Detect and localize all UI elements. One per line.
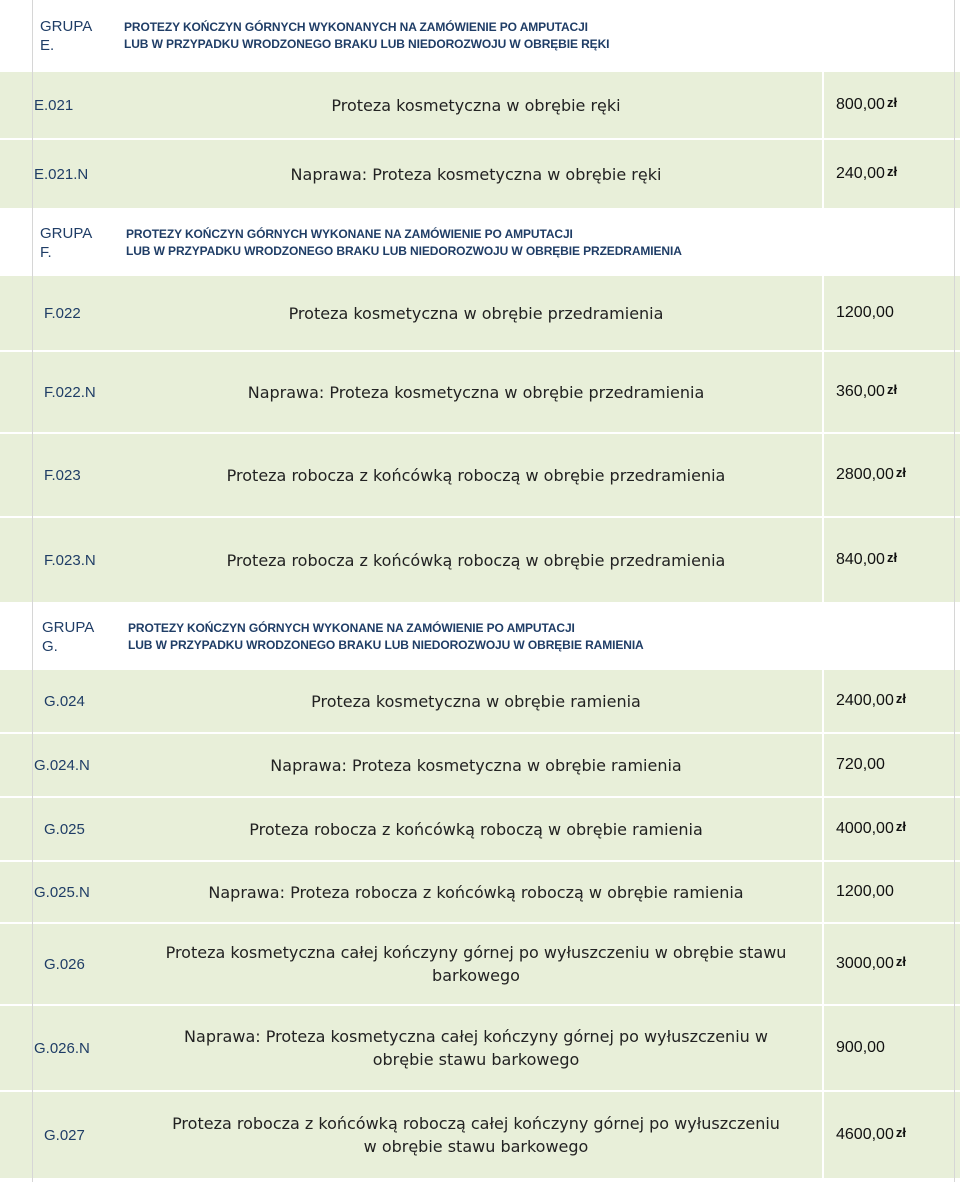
- item-code: G.026.N: [34, 1039, 90, 1057]
- item-description: Proteza kosmetyczna w obrębie ramienia: [311, 691, 641, 711]
- table-row: [0, 924, 960, 1004]
- group-title-line2: LUB W PRZYPADKU WRODZONEGO BRAKU LUB NIEDOROZWOJU W OBRĘBIE PRZEDRAMIENIA: [126, 244, 682, 258]
- item-description: Naprawa: Proteza kosmetyczna w obrębie ręki: [290, 164, 662, 184]
- item-code: G.024: [44, 692, 85, 710]
- group-code-label: GRUPA: [42, 619, 95, 636]
- price-unit: zł: [886, 549, 898, 565]
- group-title: [126, 210, 826, 276]
- group-title-line2: LUB W PRZYPADKU WRODZONEGO BRAKU LUB NIEDOROZWOJU W OBRĘBIE RAMIENIA: [128, 638, 644, 652]
- price-value: 1200,00: [836, 883, 894, 900]
- item-price: [824, 734, 954, 796]
- table-row: [0, 734, 960, 796]
- price-value: 2800,00: [836, 466, 894, 483]
- group-title-line1: PROTEZY KOŃCZYN GÓRNYCH WYKONANE NA ZAMÓWIENIE PO AMPUTACJI: [128, 621, 575, 635]
- price-unit: zł: [895, 690, 906, 706]
- price-value: 360,00: [836, 383, 885, 400]
- item-code: G.026: [44, 955, 85, 973]
- item-description: Proteza robocza z końcówką roboczą w obrębie przedramienia: [226, 550, 726, 570]
- item-code: G.024.N: [34, 756, 90, 774]
- price-value: 1200,00: [836, 304, 894, 321]
- item-description: Naprawa: Proteza kosmetyczna całej kończyny górnej po wyłuszczeniu w obrębie stawu barkowego: [184, 1027, 768, 1069]
- item-price: [824, 1006, 954, 1090]
- group-code-label: GRUPA: [40, 18, 93, 35]
- group-code-letter: G.: [42, 638, 58, 655]
- price-value: 4000,00: [836, 820, 894, 837]
- table-row: [0, 670, 960, 732]
- item-price: [824, 434, 954, 516]
- item-price: [824, 276, 954, 350]
- table-row: [0, 434, 960, 516]
- column-divider: [822, 0, 824, 1182]
- price-unit: zł: [886, 94, 898, 110]
- item-description: Naprawa: Proteza kosmetyczna w obrębie ramienia: [270, 755, 682, 775]
- item-description: Proteza kosmetyczna całej kończyny górnej po wyłuszczeniu w obrębie stawu barkowego: [165, 943, 787, 985]
- item-code: G.027: [44, 1126, 85, 1144]
- price-value: 800,00: [836, 96, 885, 113]
- item-code: F.022.N: [44, 383, 96, 401]
- price-value: 900,00: [836, 1039, 885, 1056]
- price-unit: zł: [895, 953, 906, 969]
- price-unit: zł: [895, 818, 906, 834]
- right-border: [954, 0, 955, 1182]
- group-code-letter: E.: [40, 37, 55, 54]
- item-code: E.021.N: [34, 165, 89, 183]
- item-code: E.021: [34, 96, 74, 114]
- item-price: [824, 140, 954, 208]
- price-value: 240,00: [836, 165, 885, 182]
- price-value: 4600,00: [836, 1126, 894, 1143]
- item-code: F.023.N: [44, 551, 96, 569]
- table-row: [0, 352, 960, 432]
- group-code-label: GRUPA: [40, 225, 93, 242]
- item-price: [824, 862, 954, 922]
- price-value: 840,00: [836, 551, 885, 568]
- table-row: [0, 862, 960, 922]
- item-description: Proteza robocza z końcówką roboczą całej kończyny górnej po wyłuszczeniu w obrębie stawu barkowego: [172, 1114, 780, 1156]
- item-price: [824, 352, 954, 432]
- table-row: [0, 276, 960, 350]
- group-header-f: [0, 210, 960, 276]
- left-border: [32, 0, 33, 1182]
- group-header-g: [0, 604, 960, 670]
- item-price: [824, 670, 954, 732]
- group-header-e: [0, 0, 960, 72]
- item-price: [824, 924, 954, 1004]
- group-title-line1: PROTEZY KOŃCZYN GÓRNYCH WYKONANE NA ZAMÓWIENIE PO AMPUTACJI: [126, 227, 573, 241]
- item-code: F.022: [44, 304, 81, 322]
- group-code: [40, 210, 120, 276]
- item-price: [824, 72, 954, 138]
- group-code: [40, 0, 120, 72]
- price-value: 2400,00: [836, 692, 894, 709]
- table-row: [0, 798, 960, 860]
- item-code: G.025: [44, 820, 85, 838]
- price-value: 3000,00: [836, 955, 894, 972]
- price-unit: zł: [886, 163, 898, 179]
- price-value: 720,00: [836, 756, 885, 773]
- group-code: [42, 604, 122, 670]
- item-price: [824, 518, 954, 602]
- group-title-line2: LUB W PRZYPADKU WRODZONEGO BRAKU LUB NIEDOROZWOJU W OBRĘBIE RĘKI: [124, 37, 610, 51]
- price-unit: zł: [895, 1124, 906, 1140]
- table-row: [0, 1092, 960, 1178]
- item-description: Naprawa: Proteza kosmetyczna w obrębie przedramienia: [247, 382, 705, 402]
- group-title-line1: PROTEZY KOŃCZYN GÓRNYCH WYKONANYCH NA ZAMÓWIENIE PO AMPUTACJI: [124, 20, 588, 34]
- table-row: [0, 1006, 960, 1090]
- item-description: Naprawa: Proteza robocza z końcówką roboczą w obrębie ramienia: [208, 882, 744, 902]
- group-title: [128, 604, 828, 670]
- item-code: F.023: [44, 466, 81, 484]
- item-price: [824, 1092, 954, 1178]
- item-description: Proteza kosmetyczna w obrębie przedramienia: [288, 303, 664, 323]
- item-code: G.025.N: [34, 883, 90, 901]
- item-price: [824, 798, 954, 860]
- group-title: [124, 0, 824, 72]
- table-row: [0, 72, 960, 138]
- item-description: Proteza kosmetyczna w obrębie ręki: [331, 95, 621, 115]
- item-description: Proteza robocza z końcówką roboczą w obrębie przedramienia: [226, 465, 726, 485]
- table-row: [0, 140, 960, 208]
- price-unit: zł: [895, 464, 906, 480]
- group-code-letter: F.: [40, 244, 52, 261]
- table-row: [0, 518, 960, 602]
- price-unit: zł: [886, 381, 898, 397]
- item-description: Proteza robocza z końcówką roboczą w obrębie ramienia: [249, 819, 703, 839]
